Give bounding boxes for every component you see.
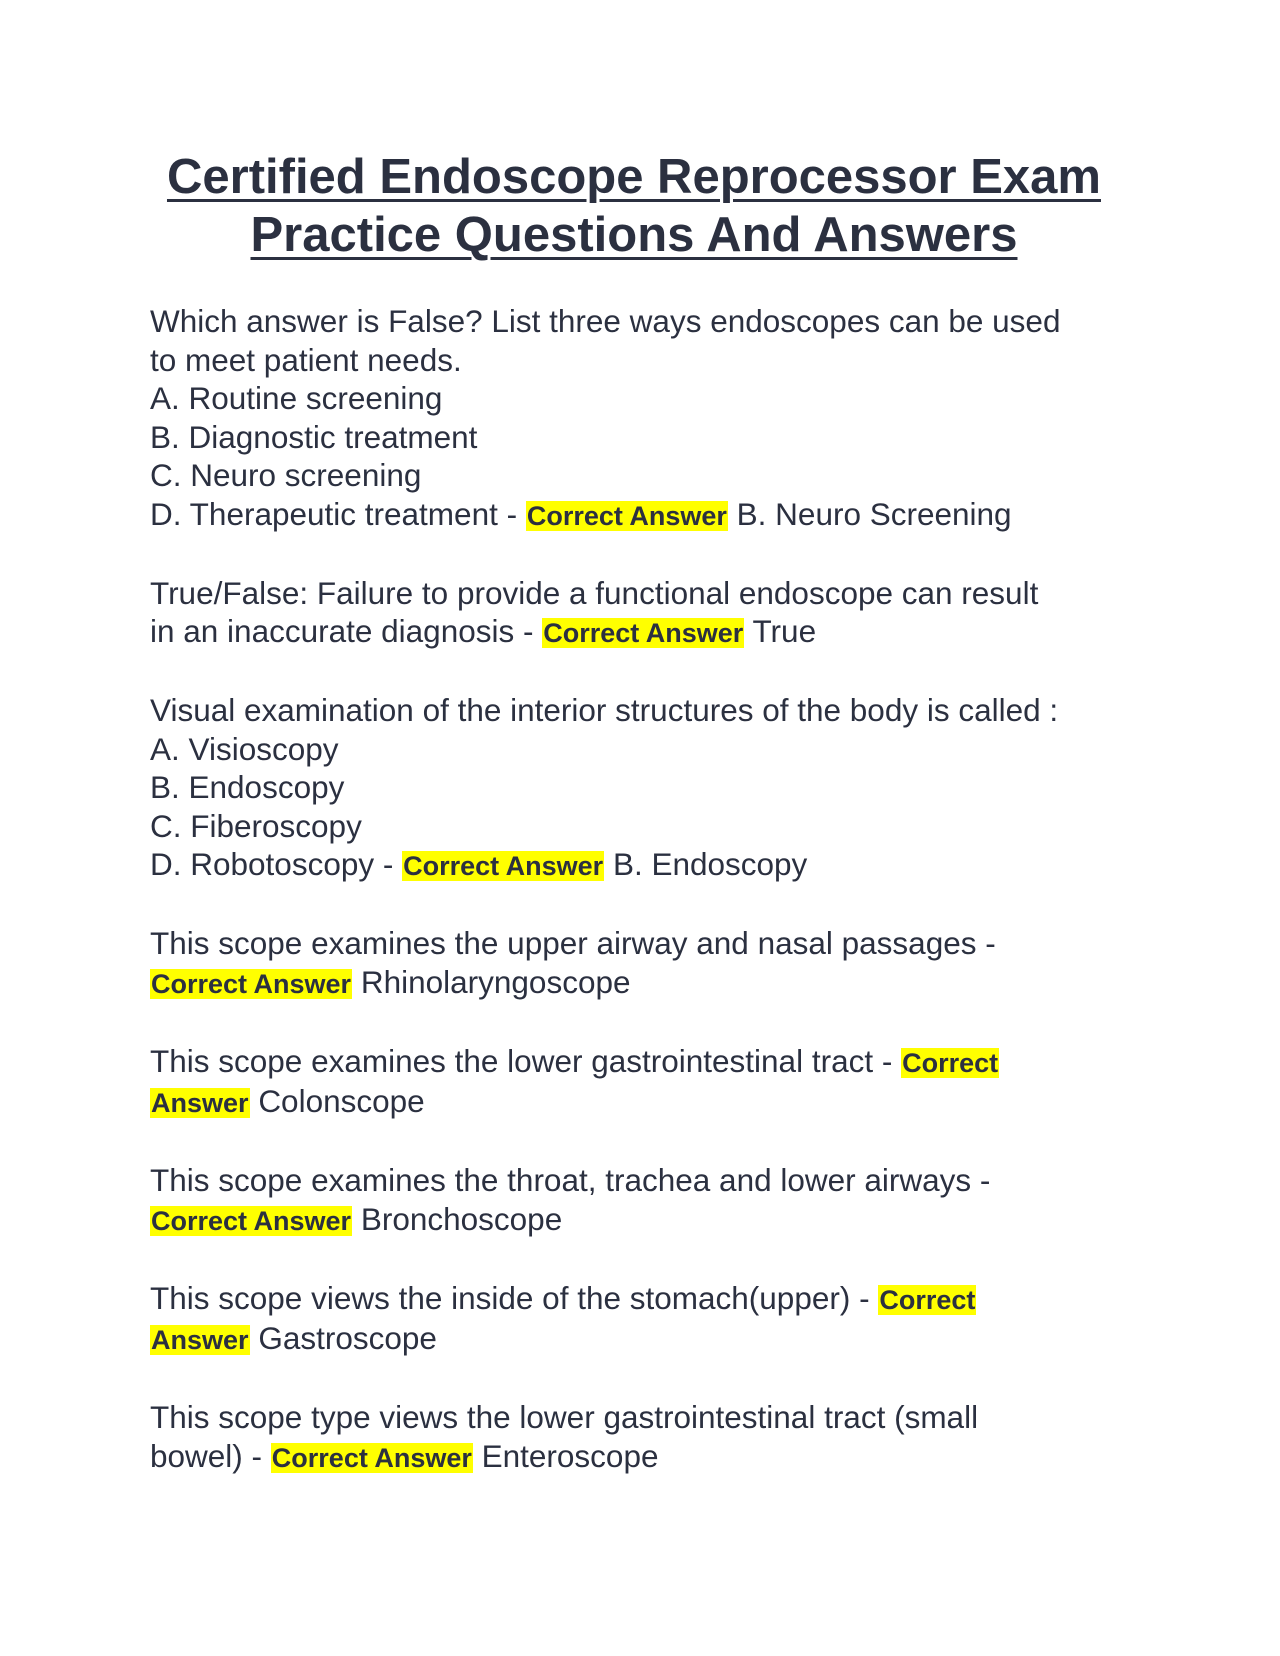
answer-text: B. Endoscopy [612,846,808,882]
question-line-end: in an inaccurate diagnosis - [150,613,543,649]
answer-line [150,612,1130,653]
qa-item [150,691,1130,886]
answer-line [150,1082,1130,1123]
answer-line [150,1200,1130,1241]
question-line: This scope type views the lower gastrointestinal tract (small [150,1399,979,1435]
answer-line [150,1437,1130,1478]
qa-item [150,302,1130,535]
answer-text: True [752,613,817,649]
option-b: B. Diagnostic treatment [150,418,478,455]
question-line: True/False: Failure to provide a functional endoscope can result [150,574,1039,611]
correct-answer-marker: Correct Answer [151,968,352,999]
question-line: Which answer is False? List three ways endoscopes can be used [150,303,1061,339]
question-line: This scope examines the upper airway and nasal passages - [150,925,996,961]
option-d: D. Therapeutic treatment - [150,495,526,532]
question-text: This scope examines the lower gastrointestinal tract - [150,1042,902,1079]
answer-text: Rhinolaryngoscope [360,963,631,1000]
question-line: to meet patient needs. [150,341,462,378]
qa-item [150,1042,1130,1123]
document-page [150,148,1130,1516]
question-text: This scope views the inside of the stomach(upper) - [150,1279,879,1316]
correct-answer-marker-part2: Answer [151,1088,249,1118]
answer-line [150,1319,1130,1360]
option-a: A. Routine screening [150,380,443,416]
answer-line [150,495,1130,536]
correct-answer-marker-part1: Correct [879,1284,976,1315]
correct-answer-marker: Correct Answer [543,618,744,648]
option-d: D. Robotoscopy - [150,846,403,882]
qa-item [150,574,1130,653]
qa-item [150,924,1130,1003]
document-title [138,148,1130,264]
title-line-1: Certified Endoscope Reprocessor Exam [166,150,1101,204]
answer-text: Gastroscope [258,1320,437,1356]
option-b: B. Endoscopy [150,769,345,805]
answer-line [150,963,1130,1004]
correct-answer-marker-part1: Correct [902,1047,999,1078]
option-c: C. Fiberoscopy [150,807,362,844]
question-line: Visual examination of the interior structures of the body is called : [150,692,1059,728]
question-line: This scope examines the throat, trachea and lower airways - [150,1162,991,1198]
question-line [150,1279,1130,1320]
correct-answer-marker: Correct Answer [271,1442,472,1473]
correct-answer-marker-part2: Answer [151,1325,249,1355]
answer-text: Colonscope [258,1083,425,1119]
answer-text: B. Neuro Screening [736,495,1012,532]
qa-item [150,1279,1130,1360]
answer-text: Bronchoscope [360,1200,563,1237]
correct-answer-marker: Correct Answer [526,500,727,531]
title-line-2: Practice Questions And Answers [250,208,1018,262]
option-a: A. Visioscopy [150,730,339,767]
question-line-end: bowel) - [150,1437,271,1474]
qa-item [150,1398,1130,1477]
answer-line [150,845,1130,886]
option-c: C. Neuro screening [150,457,422,493]
answer-text: Enteroscope [481,1437,659,1474]
question-line [150,1042,1130,1083]
correct-answer-marker: Correct Answer [403,851,604,881]
correct-answer-marker: Correct Answer [151,1205,352,1236]
qa-item [150,1161,1130,1240]
